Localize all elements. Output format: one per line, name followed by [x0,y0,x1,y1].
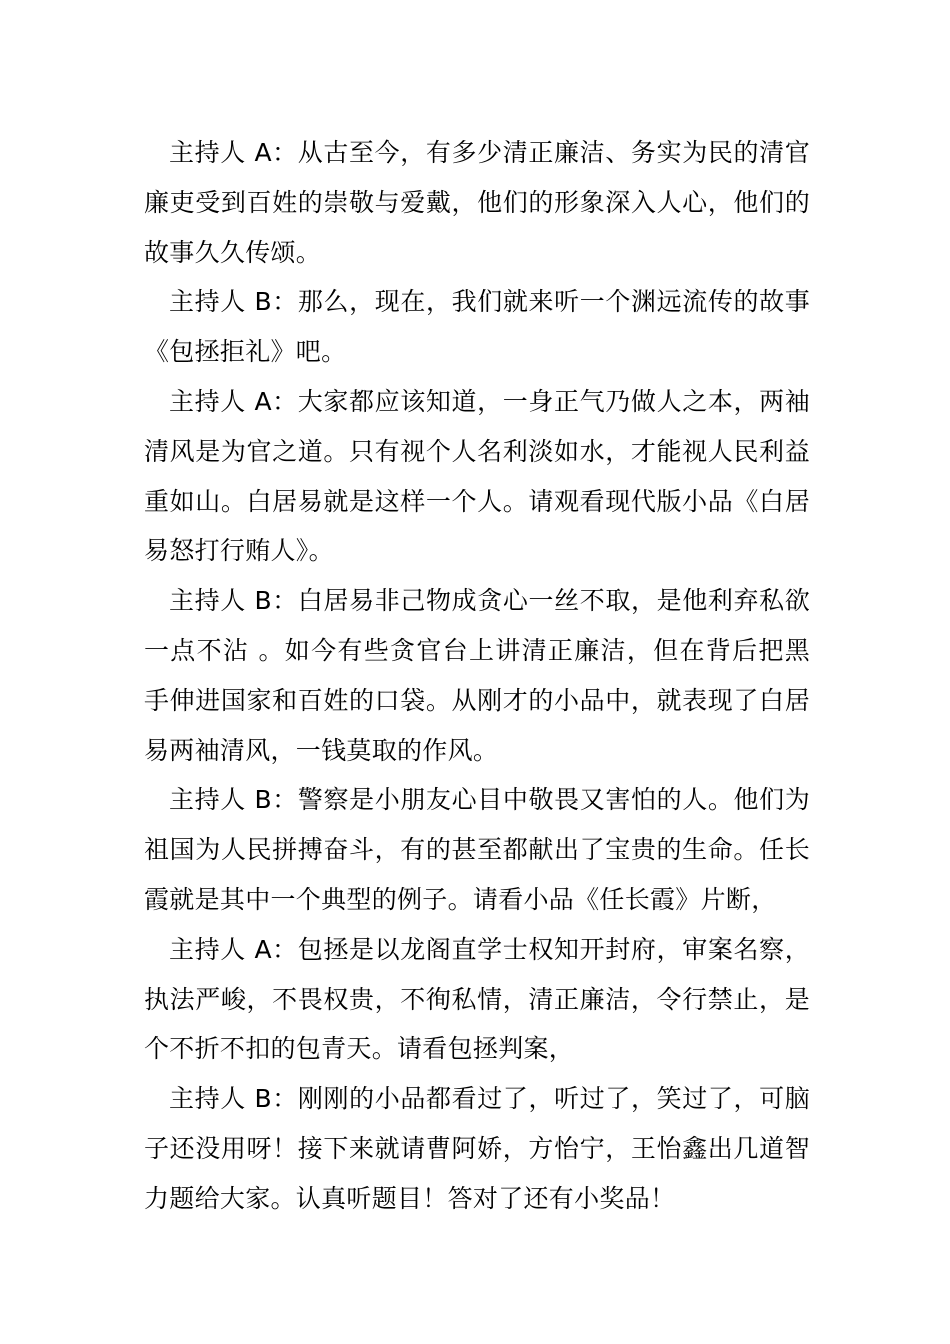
paragraph-host-b-2: 主持人 B：白居易非己物成贪心一丝不取，是他利弃私欲一点不沾 。如今有些贪官台上讲清正廉洁，但在背后把黑手伸进国家和百姓的口袋。从刚才的小品中，就表现了白居易两袖清风，一钱莫取的作风。 [144,586,810,765]
paragraph-host-a-1: 主持人 A：从古至今，有多少清正廉洁、务实为民的清官廉吏受到百姓的崇敬与爱戴，他们的形象深入人心，他们的故事久久传颂。 [144,138,810,267]
document-body [144,128,810,1224]
paragraph-host-b-3: 主持人 B：警察是小朋友心目中敬畏又害怕的人。他们为祖国为人民拼搏奋斗，有的甚至都献出了宝贵的生命。任长霞就是其中一个典型的例子。请看小品《任长霞》片断， [144,785,810,914]
paragraph-host-a-3: 主持人 A：包拯是以龙阁直学士权知开封府，审案名察，执法严峻，不畏权贵，不徇私情，清正廉洁，令行禁止，是个不折不扣的包青天。请看包拯判案， [144,934,810,1064]
paragraph-host-b-1: 主持人 B：那么，现在，我们就来听一个渊远流传的故事《包拯拒礼》吧。 [144,287,810,367]
paragraph-host-a-2: 主持人 A：大家都应该知道，一身正气乃做人之本，两袖清风是为官之道。只有视个人名利淡如水，才能视人民利益重如山。白居易就是这样一个人。请观看现代版小品《白居易怒打行贿人》。 [144,386,810,566]
paragraph-host-b-4: 主持人 B：刚刚的小品都看过了，听过了，笑过了，可脑子还没用呀！接下来就请曹阿娇，方怡宁，王怡鑫出几道智力题给大家。认真听题目！答对了还有小奖品！ [144,1084,810,1213]
